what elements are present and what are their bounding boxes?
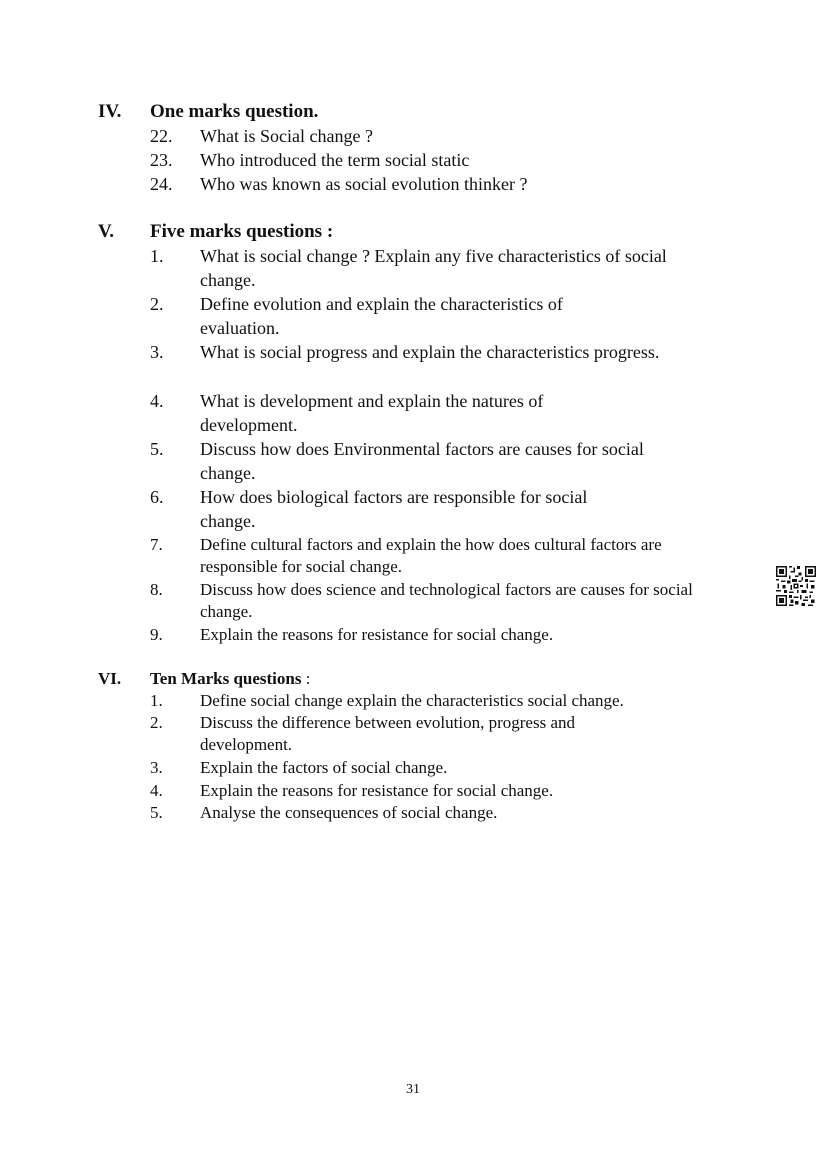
section-number: V. — [98, 221, 115, 242]
question-text: How does biological factors are responsible for social change. — [200, 487, 588, 531]
section-header — [0, 220, 826, 244]
question-number: 4. — [150, 391, 164, 411]
section-title-text: One marks question. — [150, 101, 319, 122]
question-number: 1. — [150, 691, 163, 710]
question-text: Explain the reasons for resistance for social change. — [200, 781, 554, 800]
section-title — [150, 100, 318, 124]
question-text: Define evolution and explain the characteristics of evaluation. — [200, 294, 563, 338]
section-title-text: Ten Marks questions — [150, 669, 302, 688]
question-number: 2. — [150, 294, 164, 314]
question-text: What is development and explain the natures of development. — [200, 391, 544, 435]
section-header — [0, 100, 826, 124]
question-text: What is social progress and explain the characteristics progress. — [200, 342, 660, 362]
question-text: Analyse the consequences of social change. — [200, 803, 498, 822]
question-number: 8. — [150, 580, 163, 599]
section-title-tail: : — [301, 669, 311, 688]
question-number: 5. — [150, 439, 164, 459]
question-text: Discuss how does science and technological factors are causes for social change. — [200, 580, 693, 621]
question-number: 2. — [150, 713, 163, 732]
section-number: VI. — [98, 669, 122, 688]
section-title — [150, 220, 333, 244]
question-number: 1. — [150, 246, 164, 266]
question-number: 3. — [150, 758, 163, 777]
section-number: IV. — [98, 101, 122, 122]
section-header — [0, 668, 826, 692]
question-number: 7. — [150, 535, 163, 554]
question-text: What is Social change ? — [200, 126, 373, 146]
question-number: 24. — [150, 174, 173, 194]
question-number: 5. — [150, 803, 163, 822]
question-text: Explain the factors of social change. — [200, 758, 448, 777]
question-number: 3. — [150, 342, 164, 362]
question-text: Who introduced the term social static — [200, 150, 470, 170]
question-number: 9. — [150, 625, 163, 644]
section-title — [150, 668, 310, 690]
question-text: Discuss how does Environmental factors are causes for social change. — [200, 439, 644, 483]
question-number: 6. — [150, 487, 164, 507]
question-number: 23. — [150, 150, 173, 170]
question-text: Explain the reasons for resistance for social change. — [200, 625, 554, 644]
section-title-text: Five marks questions : — [150, 221, 334, 242]
question-number: 4. — [150, 781, 163, 800]
question-text: What is social change ? Explain any five characteristics of social change. — [200, 246, 667, 290]
page-number: 31 — [406, 1082, 420, 1097]
qr-code-icon — [776, 566, 816, 606]
question-text: Define social change explain the characteristics social change. — [200, 691, 624, 710]
question-number: 22. — [150, 126, 173, 146]
question-text: Discuss the difference between evolution, progress and development. — [200, 713, 575, 754]
question-text: Define cultural factors and explain the how does cultural factors are responsible for social change. — [200, 535, 662, 576]
question-text: Who was known as social evolution thinker ? — [200, 174, 528, 194]
